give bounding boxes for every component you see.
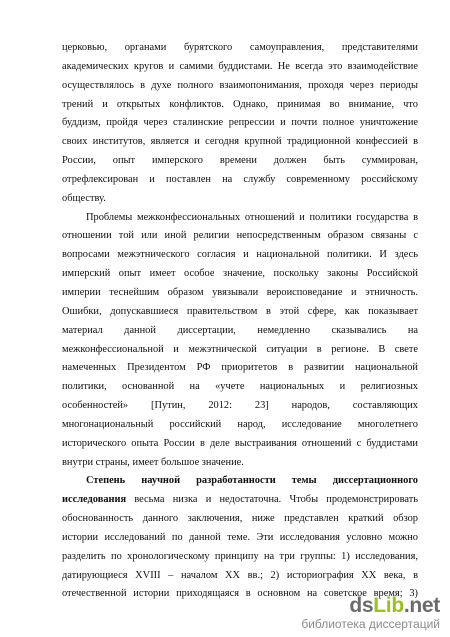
text-line: Ошибки, допускавшиеся правительством в этой сфере, как показывает <box>62 305 418 317</box>
text-line: намеченных Президентом РФ приоритетов в развитии национальной <box>62 362 418 374</box>
text-line: отрефлексирован и поставлен на службу современному российскому <box>62 173 418 185</box>
text-line: разделить по хронологическому принципу на три группы: 1) исследования, <box>62 550 418 562</box>
text-line: буддизм, пройдя через сталинские репрессии и почти полное уничтожение <box>62 117 418 129</box>
watermark-logo-lib: Lib <box>373 594 404 617</box>
document-body <box>62 39 418 604</box>
paragraph-3 <box>62 472 418 604</box>
text-line: Проблемы межконфессиональных отношений и политики государства в <box>86 211 418 223</box>
text-line: отечественной истории приходящаяся в основном на советское время; 3) <box>62 588 418 600</box>
text-line <box>62 491 418 510</box>
text-line: имперский опыт имеет особое значение, поскольку законы Российской <box>62 268 418 280</box>
text-line: истории исследований по данной теме. Эти исследования условно можно <box>62 531 418 543</box>
watermark-logo-ds: ds <box>349 594 374 617</box>
text-line: датирующиеся XVIII – началом XX вв.; 2) историография XX века, в <box>62 569 418 581</box>
text-line: церковью, органами бурятского самоуправления, представителями <box>62 42 418 53</box>
section-heading-bold: исследования <box>62 494 127 506</box>
text-line: межконфессиональной и межэтнической ситуации в регионе. В свете <box>62 343 418 355</box>
text-line: политики, основанной на «учете национальных и религиозных <box>62 381 418 393</box>
section-heading-bold: Степень научной разработанности темы диссертационного <box>86 475 418 487</box>
watermark-logo <box>301 595 440 617</box>
text-line: своих институтов, является и сегодня крупной традиционной конфессией в <box>62 136 418 148</box>
text-line: империи теснейшим образом увязывали вероисповедание и этничность. <box>62 286 418 298</box>
text-fragment: весьма низка и недостаточна. Чтобы продемонстрировать <box>126 494 418 506</box>
text-line: многонациональный российский народ, исследование многолетнего <box>62 418 418 430</box>
text-line: академических кругов и самими буддистами. Не всегда это взаимодействие <box>62 60 418 72</box>
text-line: России, опыт имперского времени должен быть суммирован, <box>62 155 418 167</box>
text-line: вопросами межэтнического согласия и национальной политики. И здесь <box>62 249 418 261</box>
text-line: трений и открытых конфликтов. Однако, принимая во внимание, что <box>62 98 418 110</box>
watermark-subtitle: библиотека диссертаций <box>301 617 440 631</box>
text-line: отношении той или иной религии непосредственным образом связаны с <box>62 230 418 242</box>
text-line: особенностей» [Путин, 2012: 23] народов, составляющих <box>62 400 418 412</box>
text-line <box>62 472 418 491</box>
text-line: осуществлялось в духе полного взаимопонимания, проходя через периоды <box>62 79 418 91</box>
text-line: обоснованность данного заключения, ниже представлен краткий обзор <box>62 513 418 525</box>
text-line: внутри страны, имеет большое значение. <box>62 456 244 468</box>
text-line: обществу. <box>62 192 106 204</box>
paragraph-1 <box>62 39 418 209</box>
watermark-logo-net: .net <box>403 594 440 617</box>
text-line: материал данной диссертации, немедленно сказывались на <box>62 324 418 336</box>
watermark <box>301 595 440 631</box>
paragraph-2 <box>62 209 418 473</box>
text-line: исторического опыта России в деле выстраивания отношений с буддистами <box>62 437 418 449</box>
